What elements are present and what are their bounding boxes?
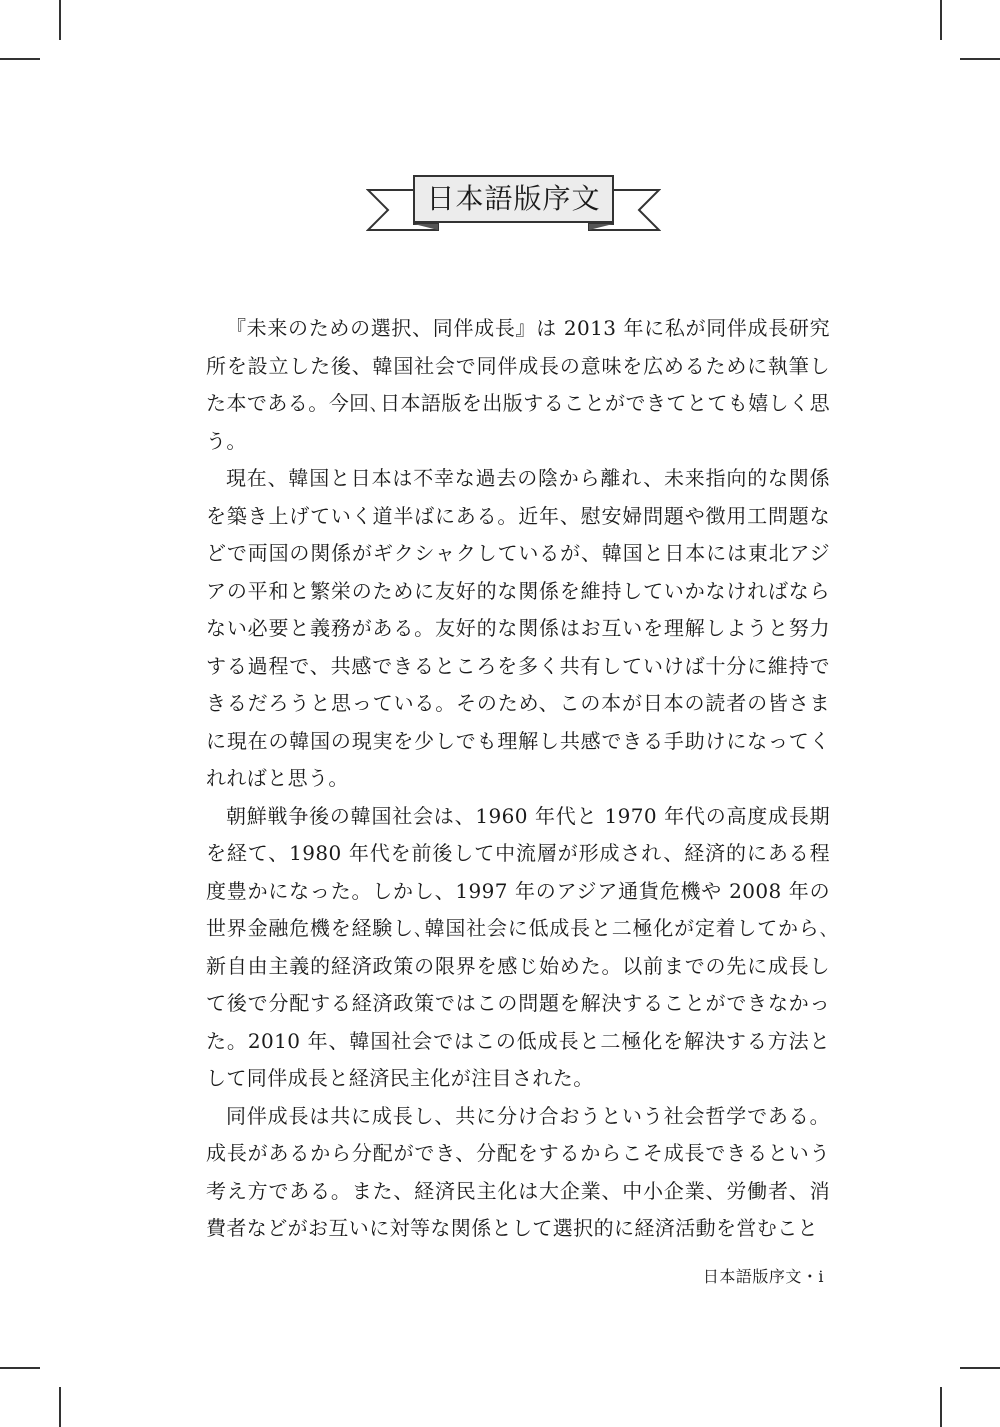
body-text <box>206 310 830 1248</box>
page-title: 日本語版序文 <box>426 182 601 215</box>
paragraph-1: 『未来のための選択、同伴成長』は 2013 年に私が同伴成長研究所を設立した後、韓国社会で同伴成長の意味を広めるために執筆した本である。今回､日本語版を出版することができてとても嬉しく思う。 <box>206 316 830 453</box>
title-banner <box>366 168 661 238</box>
crop-mark-bottom-left-horizontal <box>0 1367 40 1369</box>
crop-mark-top-left-horizontal <box>0 58 40 60</box>
page-footer: 日本語版序文・i <box>702 1267 824 1286</box>
crop-mark-bottom-right-vertical <box>940 1387 942 1427</box>
paragraph-3: 朝鮮戦争後の韓国社会は、1960 年代と 1970 年代の高度成長期を経て、1980 年代を前後して中流層が形成され、経済的にある程度豊かになった。しかし、1997 年のアジア通貨危機や 2008 年の世界金融危機を経験し､韓国社会に低成長と二極化が定着してから､新自由主義的経済政策の限界を感じ始めた。以前までの先に成長して後で分配する経済政策ではこの問題を解決することができなかった。2010 年、韓国社会ではこの低成長と二極化を解決する方法として同伴成長と経済民主化が注目された。 <box>206 803 830 1090</box>
paragraph-4: 同伴成長は共に成長し、共に分け合おうという社会哲学である。成長があるから分配ができ、分配をするからこそ成長できるという考え方である。また、経済民主化は大企業、中小企業、労働者、消費者などがお互いに対等な関係として選択的に経済活動を営むこと <box>206 1103 830 1240</box>
crop-mark-bottom-left-vertical <box>59 1387 61 1427</box>
paragraph-2: 現在、韓国と日本は不幸な過去の陰から離れ、未来指向的な関係を築き上げていく道半ばにある。近年、慰安婦問題や徴用工問題などで両国の関係がギクシャクしているが、韓国と日本には東北アジアの平和と繁栄のために友好的な関係を維持していかなければならない必要と義務がある。友好的な関係はお互いを理解しようと努力する過程で、共感できるところを多く共有していけば十分に維持できるだろうと思っている。そのため、この本が日本の読者の皆さまに現在の韓国の現実を少しでも理解し共感できる手助けになってくれればと思う。 <box>206 466 830 790</box>
crop-mark-top-right-vertical <box>940 0 942 40</box>
crop-mark-bottom-right-horizontal <box>960 1367 1000 1369</box>
crop-mark-top-right-horizontal <box>960 58 1000 60</box>
crop-mark-top-left-vertical <box>59 0 61 40</box>
